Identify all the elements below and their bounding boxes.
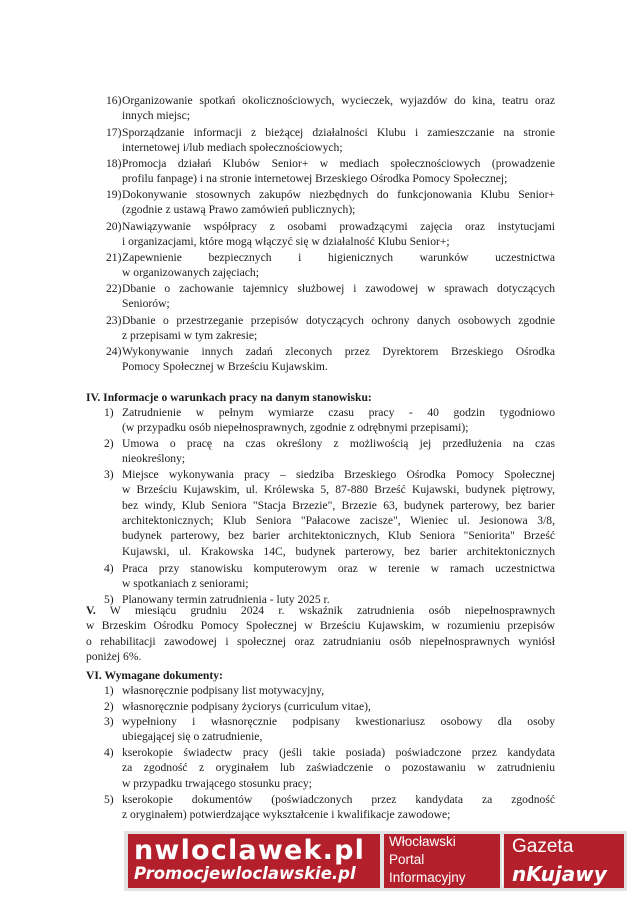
list-item-number: 3) bbox=[104, 468, 114, 481]
list-item-text: Nawiązywanie współpracy z osobami prowadzącymi zajęcia oraz instytucjami bbox=[122, 220, 555, 233]
list-item-number: 19) bbox=[106, 188, 122, 201]
list-item-text: Dbanie o przestrzeganie przepisów dotyczących ochrony danych osobowych zgodnie bbox=[122, 314, 555, 327]
list-item-number: 1) bbox=[104, 406, 114, 419]
paragraph-line: poniżej 6%. bbox=[86, 650, 142, 663]
watermark-portal-line-2: Portal bbox=[389, 852, 425, 867]
list-item-text: (w przypadku osób niepełnosprawnych, zgodnie z odrębnymi przepisami); bbox=[122, 421, 469, 435]
list-item-number: 17) bbox=[106, 126, 122, 139]
list-item-text: w spotkaniach z seniorami; bbox=[122, 577, 249, 591]
list-item-number: 22) bbox=[106, 282, 122, 295]
list-item-number: 20) bbox=[106, 220, 122, 233]
watermark-gazeta-text: Gazeta bbox=[512, 836, 574, 857]
list-item-text: własnoręcznie podpisany list motywacyjny, bbox=[122, 684, 325, 697]
list-item-text: Dbanie o zachowanie tajemnicy służbowej i zawodowej w sprawach dotyczących bbox=[122, 282, 555, 295]
list-item-number: 5) bbox=[104, 593, 114, 606]
watermark-kujawy-text: nKujawy bbox=[512, 862, 607, 886]
list-item-text: kserokopie świadectw pracy (jeśli takie posiada) poświadczone przez kandydata bbox=[122, 746, 555, 759]
list-item-text: budynek parterowy, bez barier architektonicznych, Klub Seniora "Seniorita" Brześć bbox=[122, 529, 555, 543]
list-item-number: 5) bbox=[104, 793, 114, 806]
list-item-text: Zatrudnienie w pełnym wymiarze czasu pracy - 40 godzin tygodniowo bbox=[122, 406, 555, 419]
list-item-text: w organizowanych zajęciach; bbox=[122, 266, 259, 280]
list-item-number: 23) bbox=[106, 314, 122, 327]
list-item-text: architektonicznych; Klub Seniora "Pałacowe zacisze", Wieniec ul. Jesionowa 3/8, bbox=[122, 513, 555, 527]
list-item-number: 3) bbox=[104, 715, 114, 728]
section-heading: VI. Wymagane dokumenty: bbox=[86, 669, 223, 682]
list-item-text: w Brześciu Kujawskim, ul. Królewska 5, 87-880 Brześć Kujawski, budynek piętrowy, bbox=[122, 483, 555, 497]
list-item-text: profilu fanpage) i na stronie internetowej Brzeskiego Ośrodka Pomocy Społecznej; bbox=[122, 172, 508, 186]
watermark-site-text: nwloclawek.pl bbox=[134, 835, 366, 866]
list-item-text: i organizacjami, które mogą włączyć się w działalność Klubu Senior+; bbox=[122, 235, 450, 249]
paragraph-line: o rehabilitacji zawodowej i społecznej oraz zatrudnianiu osób niepełnosprawnych wyniósł bbox=[86, 635, 555, 648]
list-item-text: innych miejsc; bbox=[122, 109, 190, 123]
list-item-text: Zapewnienie bezpiecznych i higienicznych warunków uczestnictwa bbox=[122, 251, 555, 264]
list-item-text: Umowa o pracę na czas określony z możliwością jej przedłużenia na czas bbox=[122, 437, 555, 450]
list-item-number: 16) bbox=[106, 94, 122, 107]
list-item-text: Promocja działań Klubów Senior+ w mediach społecznościowych (prowadzenie bbox=[122, 157, 555, 170]
list-item-text: Praca przy stanowisku komputerowym oraz w terenie w ramach uczestnictwa bbox=[122, 562, 555, 575]
list-item-text: internetowej i/lub mediach społecznościowych; bbox=[122, 141, 343, 155]
list-item-text: Seniorów; bbox=[122, 297, 170, 311]
list-item-text: własnoręcznie podpisany życiorys (curriculum vitae), bbox=[122, 700, 371, 713]
paragraph-line: V. W miesiącu grudniu 2024 r. wskaźnik zatrudnienia osób niepełnosprawnych bbox=[86, 604, 555, 617]
list-item-number: 21) bbox=[106, 251, 122, 264]
list-item-text: z przepisami w tym zakresie; bbox=[122, 329, 258, 343]
list-item-text: Dokonywanie stosownych zakupów niezbędnych do funkcjonowania Klubu Senior+ bbox=[122, 188, 555, 201]
section-heading: IV. Informacje o warunkach pracy na danym stanowisku: bbox=[86, 391, 372, 404]
list-item-text: z oryginałem) potwierdzające wykształcenie i kwalifikacje zawodowe; bbox=[122, 808, 451, 822]
watermark-portal-line-3: Informacyjny bbox=[389, 870, 466, 885]
list-item-text: Organizowanie spotkań okolicznościowych, wycieczek, wyjazdów do kina, teatru oraz bbox=[122, 94, 555, 107]
list-item-number: 2) bbox=[104, 437, 114, 450]
watermark-promo-text: Promocjewloclawskie.pl bbox=[134, 864, 356, 883]
list-item-number: 18) bbox=[106, 157, 122, 170]
list-item-number: 4) bbox=[104, 562, 114, 575]
list-item-text: ubiegającej się o zatrudnienie, bbox=[122, 730, 263, 744]
list-item-text: Planowany termin zatrudnienia - luty 2025 r. bbox=[122, 593, 330, 606]
list-item-text: Sporządzanie informacji z bieżącej działalności Klubu i zamieszczanie na stronie bbox=[122, 126, 555, 139]
list-item-number: 24) bbox=[106, 345, 122, 358]
list-item-text: Wykonywanie innych zadań zleconych przez Dyrektorem Brzeskiego Ośrodka bbox=[122, 345, 555, 358]
list-item-text: Miejsce wykonywania pracy – siedziba Brzeskiego Ośrodka Pomocy Społecznej bbox=[122, 468, 555, 481]
list-item-text: nieokreślony; bbox=[122, 452, 186, 466]
watermark-divider bbox=[502, 837, 503, 885]
list-item-text: za zgodność z oryginałem lub zaświadczenie o pozostawaniu w zatrudnieniu bbox=[122, 761, 555, 775]
list-item-text: wypełniony i własnoręcznie podpisany kwestionariusz osobowy dla osoby bbox=[122, 715, 555, 728]
list-item-number: 2) bbox=[104, 700, 114, 713]
list-item-text: w przypadku trwającego stosunku pracy; bbox=[122, 776, 312, 790]
list-item-number: 1) bbox=[104, 684, 114, 697]
watermark-portal-line-1: Włocławski bbox=[389, 834, 456, 849]
list-item-text: bez windy, Klub Seniora "Stacja Brzezie", Brzezie 63, budynek parterowy, bez barier bbox=[122, 498, 555, 512]
paragraph-line: w Brzeskim Ośrodku Pomocy Społecznej w Brześciu Kujawskim, w rozumieniu przepisów bbox=[86, 619, 555, 632]
list-item-text: kserokopie dokumentów (poświadczonych przez kandydata za zgodność bbox=[122, 793, 555, 806]
list-item-text: Kujawski, ul. Krakowska 14C, budynek parterowy, bez barier architektonicznych bbox=[122, 544, 555, 558]
list-item-number: 4) bbox=[104, 746, 114, 759]
list-item-text: (zgodnie z ustawą Prawo zamówień publicznych); bbox=[122, 203, 356, 217]
list-item-text: Pomocy Społecznej w Brześciu Kujawskim. bbox=[122, 360, 328, 374]
